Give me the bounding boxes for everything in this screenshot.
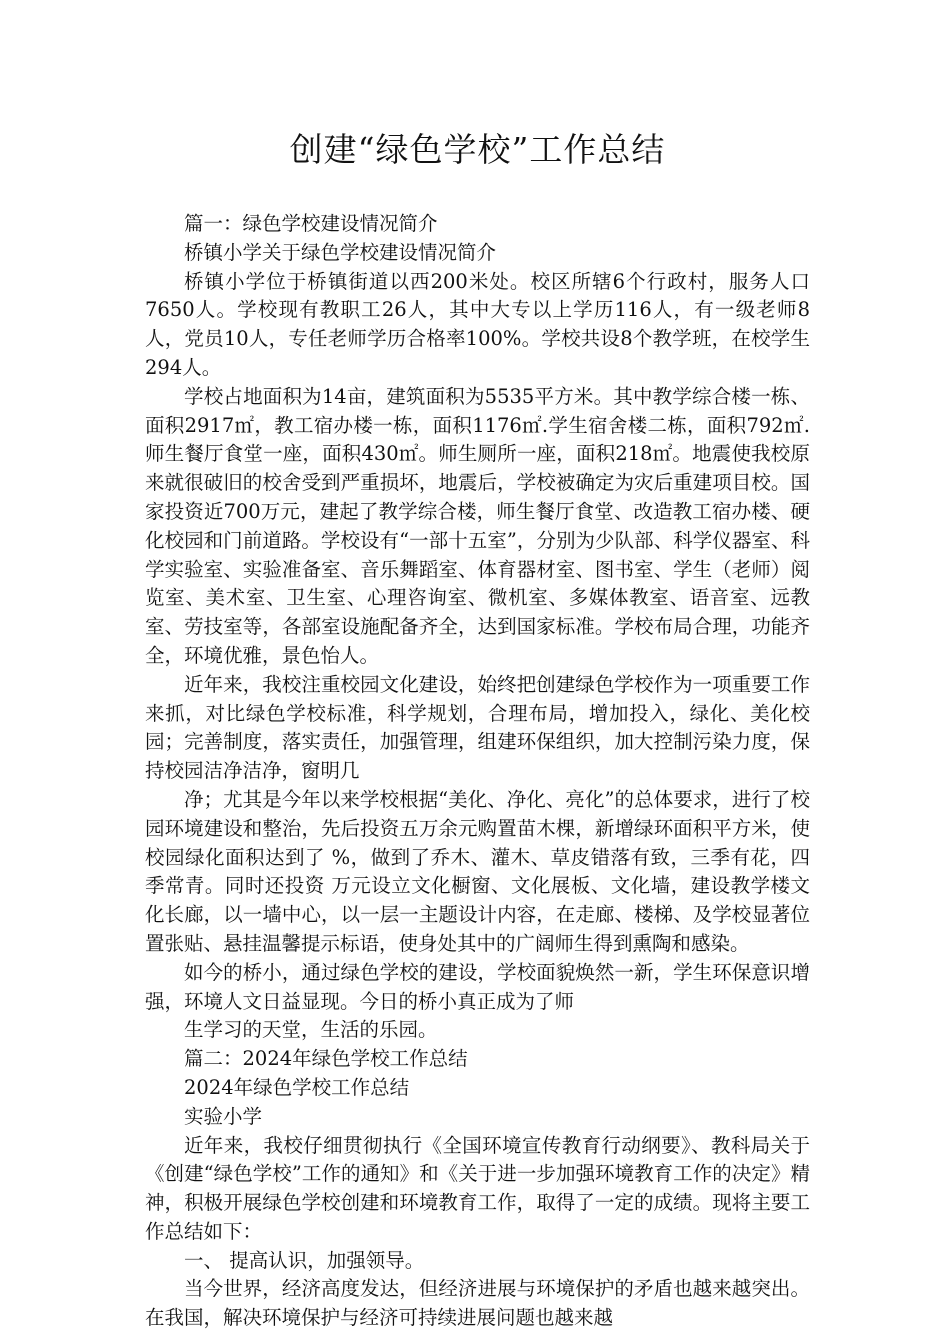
section-heading: 篇一：绿色学校建设情况简介 (184, 212, 438, 235)
body-paragraph: 净；尤其是今年以来学校根据“美化、净化、亮化”的总体要求，进行了校园环境建设和整治，先后投资五万余元购置苗木棵，新增绿环面积平方米，使校园绿化面积达到了 %，做到了乔木、灌木、草皮错落有致，三季有花，四季常青。同时还投资 万元设立文化橱窗、文化展板、文化墙，建设教学楼文化长廊，以一墙中心，以一层一主题设计内容，在走廊、楼梯、及学校显著位置张贴、悬挂温馨提示标语，使身处其中的广阔师生得到熏陶和感染。 (145, 787, 810, 955)
subsection-heading: 桥镇小学关于绿色学校建设情况简介 (184, 240, 497, 264)
author-line: 实验小学 (184, 1104, 263, 1128)
body-paragraph: 近年来，我校注重校园文化建设，始终把创建绿色学校作为一项重要工作来抓，对比绿色学校标准，科学规划，合理布局，增加投入，绿化、美化校园；完善制度，落实责任，加强管理，组建环保组织，加大控制污染力度，保持校园洁净洁净，窗明几 (145, 672, 810, 783)
body-paragraph: 近年来，我校仔细贯彻执行《全国环境宣传教育行动纲要》、教科局关于《创建“绿色学校”工作的通知》和《关于进一步加强环境教育工作的决定》精神，积极开展绿色学校创建和环境教育工作，取得了一定的成绩。现将主要工作总结如下： (145, 1133, 810, 1243)
section-heading: 篇二：2024年绿色学校工作总结 (184, 1047, 468, 1071)
document-body (145, 210, 810, 1333)
numbered-heading: 一、 提高认识，加强领导。 (184, 1248, 425, 1272)
body-paragraph: 学校占地面积为14亩，建筑面积为5535平方米。其中教学综合楼一栋、面积2917㎡，教工宿办楼一栋，面积1176㎡.学生宿舍楼二栋，面积792㎡.师生餐厅食堂一座，面积430㎡。师生厕所一座，面积218㎡。地震使我校原来就很破旧的校舍受到严重损坏，地震后，学校被确定为灾后重建项目校。国家投资近700万元，建起了教学综合楼，师生餐厅食堂、改造教工宿办楼、硬化校园和门前道路。学校设有“一部十五室”，分别为少队部、科学仪器室、科学实验室、实验准备室、音乐舞蹈室、体育器材室、图书室、学生（老师）阅览室、美术室、卫生室、心理咨询室、微机室、多媒体教室、语音室、远教室、劳技室等，各部室设施配备齐全，达到国家标准。学校布局合理，功能齐全，环境优雅，景色怡人。 (145, 384, 810, 667)
body-paragraph: 桥镇小学位于桥镇街道以西200米处。校区所辖6个行政村，服务人口7650人。学校现有教职工26人，其中大专以上学历116人，有一级老师8人，党员10人，专任老师学历合格率100%。学校共设8个教学班，在校学生294人。 (145, 269, 810, 379)
body-paragraph: 当今世界，经济高度发达，但经济进展与环境保护的矛盾也越来越突出。在我国，解决环境保护与经济可持续进展问题也越来越 (145, 1277, 810, 1330)
body-paragraph: 如今的桥小，通过绿色学校的建设，学校面貌焕然一新，学生环保意识增强，环境人文日益显现。今日的桥小真正成为了师 (145, 960, 810, 1013)
document-title: 创建“绿色学校”工作总结 (289, 130, 666, 169)
body-paragraph-continuation: 生学习的天堂，生活的乐园。 (184, 1018, 438, 1042)
subsection-heading: 2024年绿色学校工作总结 (184, 1075, 410, 1099)
